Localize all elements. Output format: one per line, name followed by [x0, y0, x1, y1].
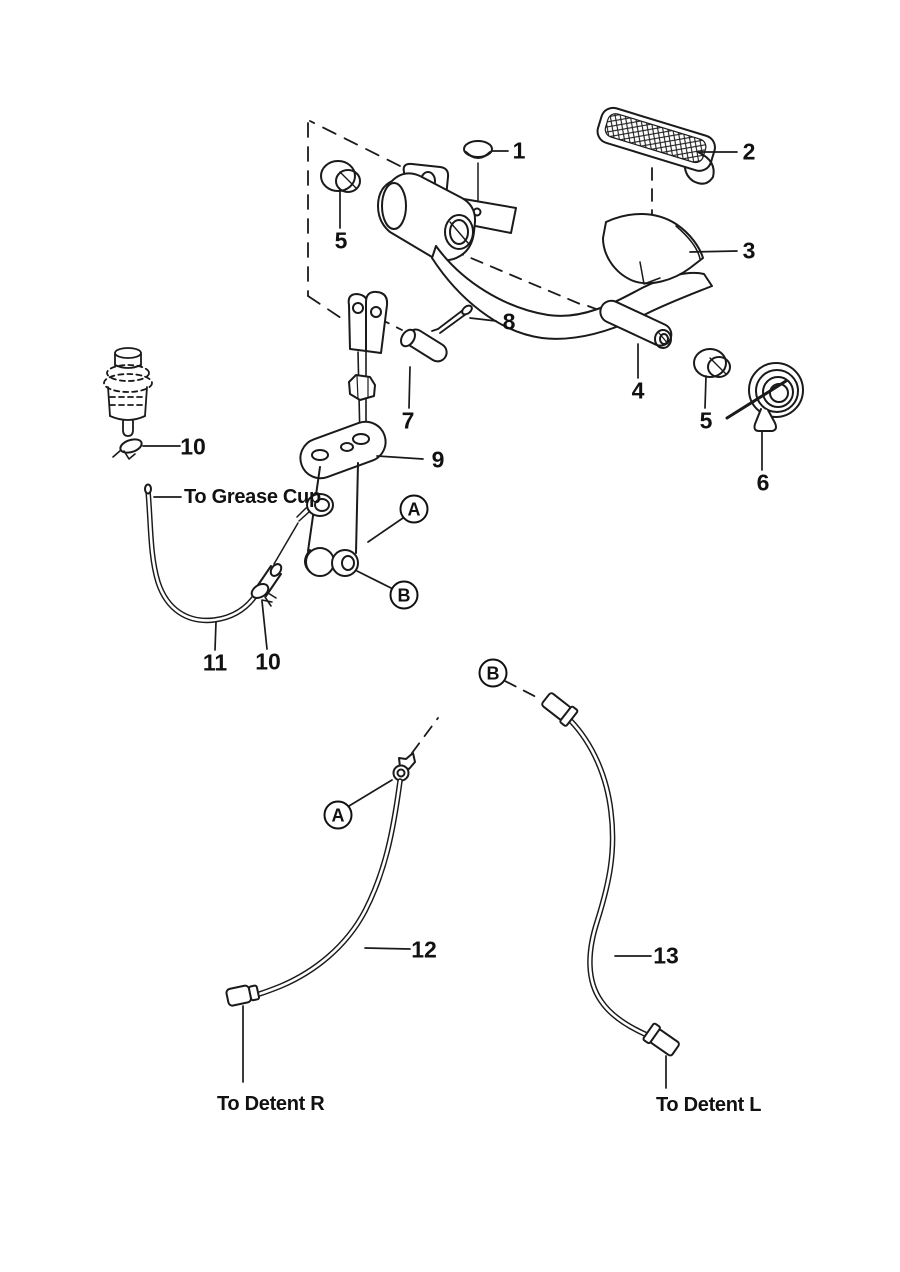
- callout-6: 6: [756, 469, 770, 496]
- label-to-grease-cup: To Grease Cup: [184, 486, 321, 508]
- callout-7: 7: [401, 407, 415, 434]
- callout-1: 1: [512, 137, 526, 164]
- hose-clamp-part-upper: [113, 437, 143, 459]
- callout-5-right: 5: [699, 407, 713, 434]
- callout-4: 4: [631, 377, 645, 404]
- plug-cap-part: [464, 141, 492, 206]
- callout-10-upper: 10: [180, 433, 206, 460]
- callout-8: 8: [502, 308, 516, 335]
- callout-13: 13: [653, 942, 679, 969]
- master-cylinder-part: [295, 292, 391, 576]
- callout-2: 2: [742, 138, 756, 165]
- bushing-part-upper: [321, 161, 360, 192]
- ref-b-cylinder-port: B: [390, 581, 419, 610]
- bushing-part-right: [694, 349, 730, 377]
- return-spring-part: [727, 363, 803, 431]
- callout-10-lower: 10: [255, 648, 281, 675]
- detent-cable-right-part: [226, 753, 415, 1006]
- ref-a-cable-end: A: [324, 801, 353, 830]
- pedal-pad-part: [595, 105, 718, 184]
- ref-b-cable-end: B: [479, 659, 508, 688]
- callout-5-upper: 5: [334, 227, 348, 254]
- detent-cable-left-part: [540, 691, 681, 1059]
- callout-9: 9: [431, 446, 445, 473]
- callout-12: 12: [411, 936, 437, 963]
- ref-a-cylinder-port: A: [400, 495, 429, 524]
- label-to-detent-r: To Detent R: [217, 1093, 325, 1115]
- callout-3: 3: [742, 237, 756, 264]
- callout-11: 11: [202, 649, 228, 676]
- grease-cup-part: [104, 348, 152, 436]
- cotter-pin-part: [432, 304, 473, 333]
- label-to-detent-l: To Detent L: [656, 1094, 762, 1116]
